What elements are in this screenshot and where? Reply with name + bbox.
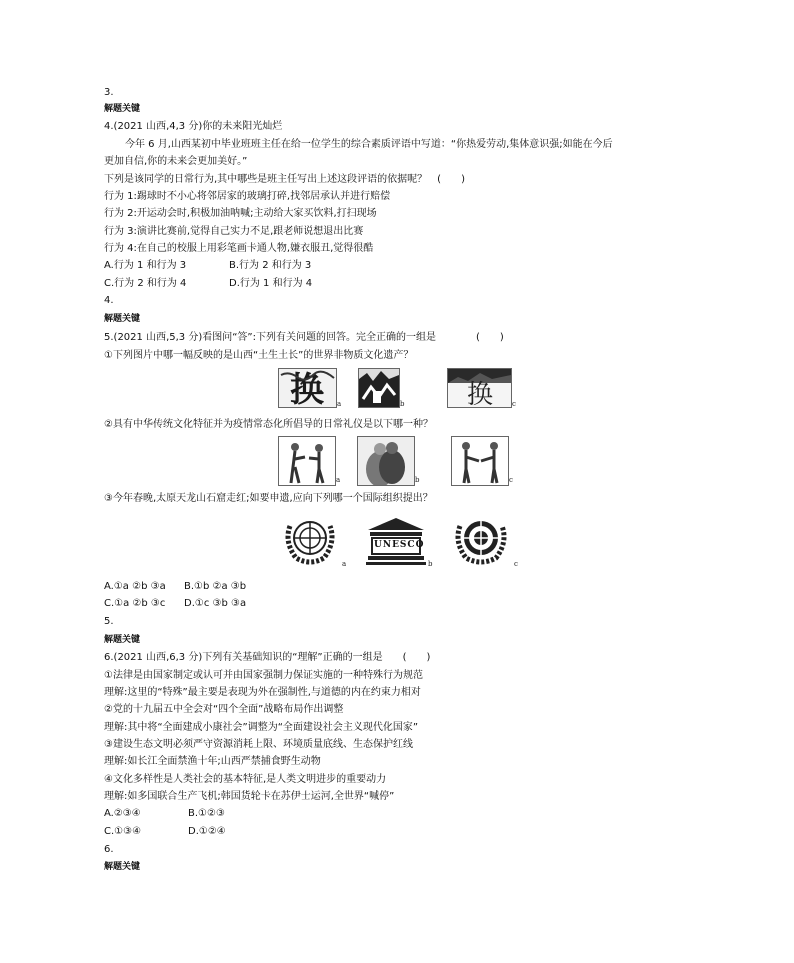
q4-option-b: B.行为 2 和行为 3: [229, 260, 312, 271]
q6-option-d: D.①②④: [188, 826, 226, 837]
un-emblem-icon: [280, 512, 340, 568]
q6-option-c: C.①③④: [104, 826, 142, 837]
svg-text:换: 换: [290, 370, 324, 407]
q4-para2: 更加自信,你的未来会更加美好。”: [104, 156, 248, 167]
q5-options-row-2: [104, 597, 246, 610]
q6-options-row-2: [104, 825, 226, 838]
svg-text:换: 换: [466, 380, 494, 407]
q5-option-a: A.①a ②b ③a: [104, 581, 166, 592]
q6-key-label: 解题关键: [104, 862, 141, 872]
q4-behavior-3: 行为 3:演讲比赛前,觉得自己实力不足,跟老师说想退出比赛: [104, 226, 364, 237]
q5-row2-label-a: a: [336, 476, 341, 484]
q5-row1-label-b: b: [400, 400, 405, 408]
q5-row2-label-c: c: [509, 476, 513, 484]
q5-after-number: 5.: [104, 616, 114, 627]
q5-option-d: D.①c ③b ③a: [184, 598, 247, 609]
q4-options-row-1: [104, 259, 311, 272]
q4-after-number: 4.: [104, 295, 114, 306]
q5-sub1: ①下列图片中哪一幅反映的是山西“土生土长”的世界非物质文化遗产？: [104, 350, 414, 361]
greeting-handshake-image-c: [451, 436, 509, 486]
q5-header: 5.(2021 山西,5,3 分)看图问“答”:下列有关问题的回答。完全正确的一组是 ( ): [104, 332, 504, 343]
papercut-image-b: [358, 368, 400, 408]
q5-sub3: ③今年春晚,太原天龙山石窟走红;如要申遗,应向下列哪一个国际组织提出？: [104, 493, 433, 504]
q4-options-row-2: [104, 277, 312, 290]
q5-row2-label-b: b: [415, 476, 420, 484]
q5-row3-label-b: b: [428, 560, 433, 568]
q6-line-2: 理解:这里的“特殊”最主要是表现为外在强制性,与道德的内在约束力相对: [104, 687, 421, 698]
greeting-bow-image-a: [278, 436, 336, 486]
q6-option-a: A.②③④: [104, 808, 141, 819]
q3-number: 3.: [104, 87, 114, 98]
q4-option-d: D.行为 1 和行为 4: [229, 278, 313, 289]
who-emblem-icon: [450, 512, 512, 568]
q5-options-row-1: [104, 580, 246, 593]
q6-options-row-1: [104, 807, 225, 820]
papercut-image-a: [278, 368, 337, 408]
q6-line-5: ③建设生态文明必须严守资源消耗上限、环境质量底线、生态保护红线: [104, 739, 413, 750]
q4-question: 下列是该同学的日常行为,其中哪些是班主任写出上述这段评语的依据呢？ ( ): [104, 174, 465, 185]
q5-row1-label-c: c: [512, 400, 516, 408]
q6-line-6: 理解:如长江全面禁渔十年;山西严禁捕食野生动物: [104, 756, 321, 767]
unesco-emblem-icon: [366, 516, 426, 566]
q4-key-label: 解题关键: [104, 314, 141, 324]
q4-para1: 今年 6 月,山西某初中毕业班班主任在给一位学生的综合素质评语中写道：“你热爱劳动,集体意识强;如能在今后: [125, 139, 613, 150]
q6-line-4: 理解:其中将“全面建成小康社会”调整为“全面建设社会主义现代化国家”: [104, 722, 419, 733]
q5-sub2: ②具有中华传统文化特征并为疫情常态化所倡导的日常礼仪是以下哪一种？: [104, 419, 433, 430]
q4-header: 4.(2021 山西,4,3 分)你的未来阳光灿烂: [104, 121, 283, 132]
q4-option-a: A.行为 1 和行为 3: [104, 260, 187, 271]
papercut-image-c: [447, 368, 512, 408]
q3-key-label: 解题关键: [104, 104, 141, 114]
q6-line-8: 理解:如多国联合生产飞机;韩国货轮卡在苏伊士运河,全世界“喊停”: [104, 791, 395, 802]
q6-header: 6.(2021 山西,6,3 分)下列有关基础知识的“理解”正确的一组是 ( ): [104, 652, 431, 663]
q4-option-c: C.行为 2 和行为 4: [104, 278, 187, 289]
greeting-hug-image-b: [357, 436, 415, 486]
q5-option-c: C.①a ②b ③c: [104, 598, 166, 609]
q5-row3-label-a: a: [342, 560, 347, 568]
q6-line-3: ②党的十九届五中全会对“四个全面”战略布局作出调整: [104, 704, 344, 715]
q6-line-1: ①法律是由国家制定或认可并由国家强制力保证实施的一种特殊行为规范: [104, 670, 423, 681]
q4-behavior-4: 行为 4:在自己的校服上用彩笔画卡通人物,嫌衣服丑,觉得很酷: [104, 243, 374, 254]
q5-key-label: 解题关键: [104, 635, 141, 645]
q4-behavior-1: 行为 1:踢球时不小心将邻居家的玻璃打碎,找邻居承认并进行赔偿: [104, 191, 391, 202]
q5-row3-label-c: c: [514, 560, 518, 568]
q5-row1-label-a: a: [337, 400, 342, 408]
q4-behavior-2: 行为 2:开运动会时,积极加油呐喊;主动给大家买饮料,打扫现场: [104, 208, 377, 219]
q6-line-7: ④文化多样性是人类社会的基本特征,是人类文明进步的重要动力: [104, 774, 387, 785]
q6-option-b: B.①②③: [188, 808, 225, 819]
q5-option-b: B.①b ②a ③b: [184, 581, 247, 592]
q6-after-number: 6.: [104, 844, 114, 855]
unesco-text: UNESCO: [374, 540, 425, 550]
